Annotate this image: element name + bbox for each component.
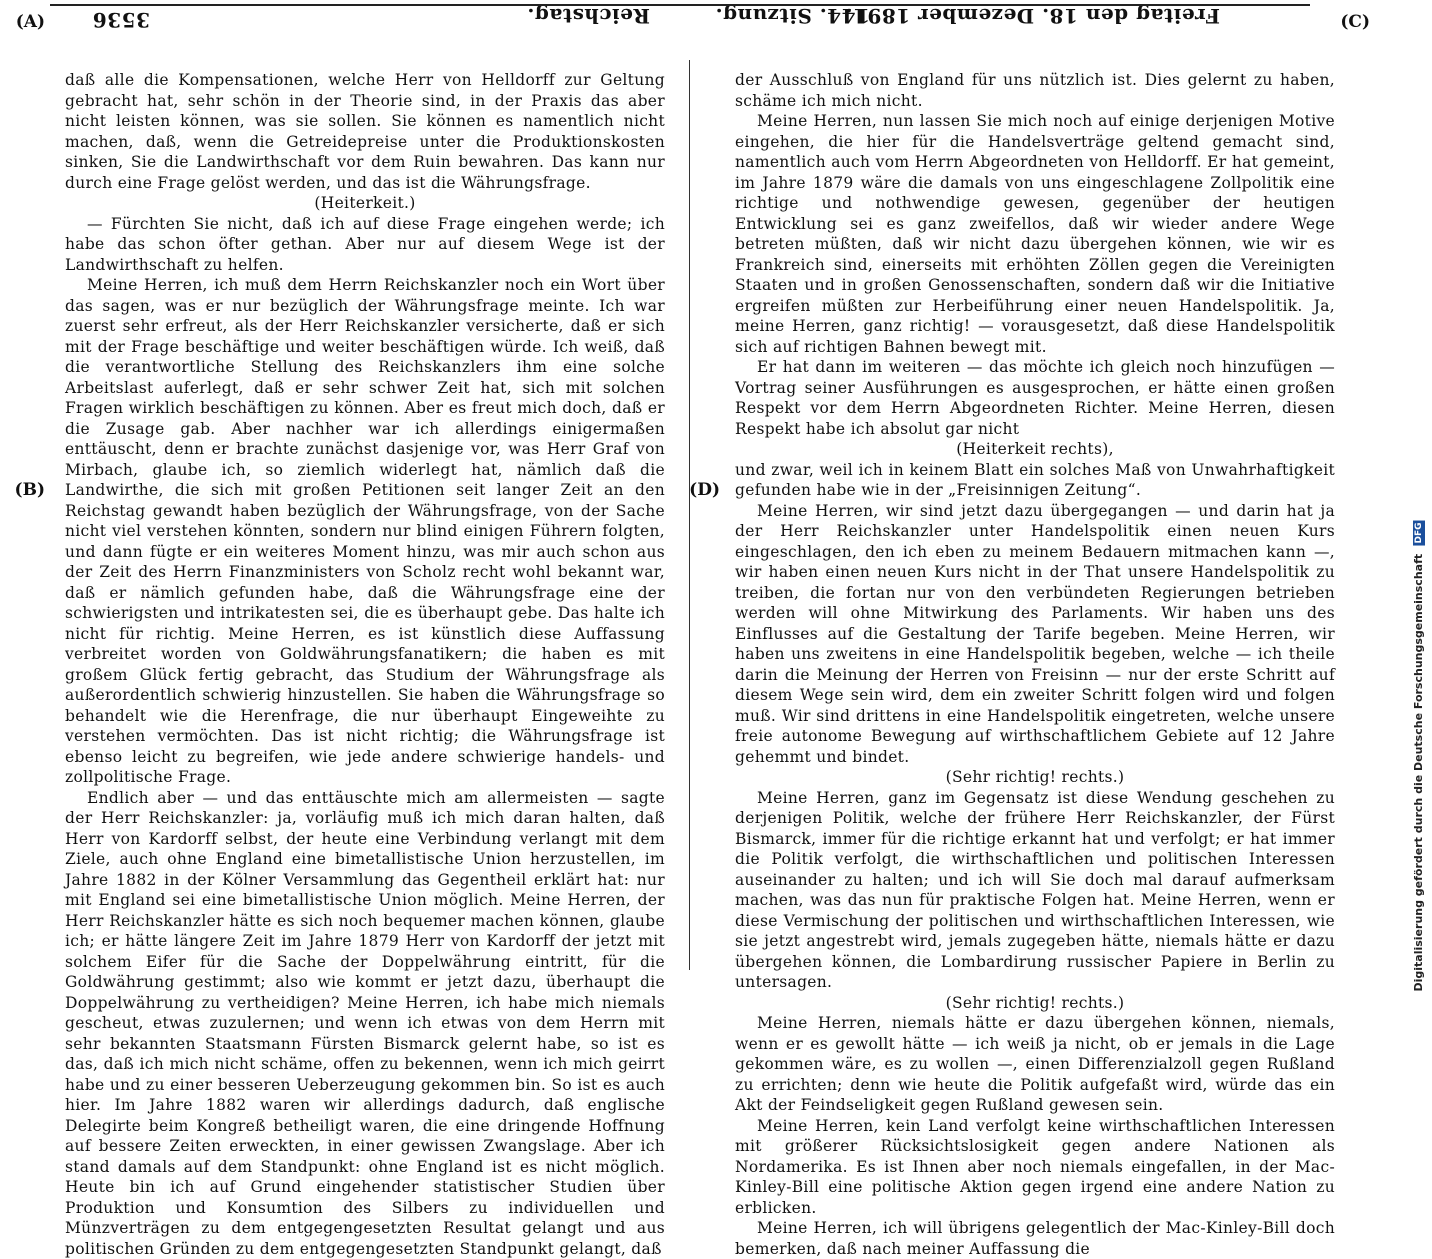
paragraph: Meine Herren, kein Land verfolgt keine wirthschaftlichen Interessen mit größerer Rücksichtslosigkeit gegen andere Nationen als Nordamerika. Es ist Ihnen aber noch niemals eingefallen, in der Mac-Kinley-Bill eine politische Aktion gegen irgend eine andere Nation zu erblicken. — [735, 1116, 1335, 1219]
column-divider — [689, 60, 690, 970]
right-column — [735, 70, 1335, 970]
paragraph: der Ausschluß von England für uns nützlich ist. Dies gelernt zu haben, schäme ich mich nicht. — [735, 70, 1335, 111]
paragraph: Meine Herren, niemals hätte er dazu übergehen können, niemals, wenn er es gewollt hätte — ich weiß ja nicht, ob er jemals in die Lage gekommen wäre, es zu wollen —, einen Differenzialzoll gegen Rußland zu errichten; denn wie heute die Politik aufgefaßt wird, würde das ein Akt der Feindseligkeit gegen Rußland gewesen sein. — [735, 1013, 1335, 1116]
interjection: (Sehr richtig! rechts.) — [735, 993, 1335, 1014]
page-number: 3536 — [92, 8, 150, 32]
paragraph: — Fürchten Sie nicht, daß ich auf diese Frage eingehen werde; ich habe das schon öfter gethan. Aber nur auf diesem Wege ist der Landwirthschaft zu helfen. — [65, 214, 665, 276]
dfg-logo: DFG — [1413, 521, 1425, 546]
margin-marker-c: (C) — [1340, 12, 1370, 32]
page-header — [50, 4, 1310, 28]
paragraph: und zwar, weil ich in keinem Blatt ein solches Maß von Unwahrhaftigkeit gefunden habe wie in der „Freisinnigen Zeitung“. — [735, 460, 1335, 501]
paragraph: daß alle die Kompensationen, welche Herr von Helldorff zur Geltung gebracht hat, sehr schön in der Theorie sind, in der Praxis das aber nicht leisten können, was sie sollen. Sie können es namentlich nicht machen, daß, wenn die Getreidepreise unter die Produktionskosten sinken, Sie die Landwirthschaft vor dem Ruin bewahren. Das kann nur durch eine Frage gelöst werden, und das ist die Währungsfrage. — [65, 70, 665, 193]
interjection: (Heiterkeit rechts), — [735, 439, 1335, 460]
header-rule — [50, 4, 1310, 6]
paragraph: Er hat dann im weiteren — das möchte ich gleich noch hinzufügen — Vortrag seiner Ausführungen es ausgesprochen, er hätte einen großen Respekt vor dem Herrn Abgeordneten Richter. Meine Herren, diesen Respekt habe ich absolut gar nicht — [735, 357, 1335, 439]
left-column — [65, 70, 665, 970]
paragraph: Meine Herren, wir sind jetzt dazu übergegangen — und darin hat ja der Herr Reichskanzler unter Handelspolitik einen neuen Kurs eingeschlagen, den ich eben zu meinem Bedauern mitmachen kann —, wir haben einen neuen Kurs nicht in der That unsere Handelspolitik zu treiben, die fortan nur von den verbündeten Regierungen betrieben werden will ohne Mitwirkung des Parlaments. Wir haben uns des Einflusses auf die Gestaltung der Tarife begeben. Meine Herren, wir haben uns zweitens in eine Handelspolitik begeben, welche — ich theile darin die Meinung der Herren von Freisinn — nur der erste Schritt auf diesem Wege sein wird, dem ein zweiter Schritt folgen wird und folgen muß. Wir sind drittens in eine Handelspolitik eingetreten, welche unsere freie autonome Bewegung auf wirthschaftlichem Gebiete auf 12 Jahre gehemmt und bindet. — [735, 501, 1335, 768]
margin-marker-d: (D) — [689, 480, 720, 500]
paragraph: Endlich aber — und das enttäuschte mich am allermeisten — sagte der Herr Reichskanzler: ja, vorläufig muß ich mich daran halten, daß Herr von Kardorff selbst, der heute eine Verbindung verlangt mit dem Ziele, auch ohne England eine bimetallistische Union herzustellen, im Jahre 1882 in der Kölner Versammlung das Gegentheil erklärt hat: nur mit England sei eine bimetallistische Union möglich. Meine Herren, der Herr Reichskanzler hätte es sich noch bequemer machen können, glaube ich; er hätte längere Zeit im Jahre 1879 Herr von Kardorff der jetzt mit solchem Eifer für die Sache der Doppelwährung eintritt, für die Goldwährung gestimmt; also wie kommt er jetzt dazu, überhaupt die Doppelwährung zu vertheidigen? Meine Herren, ich habe mich niemals gescheut, etwas zuzulernen; und wenn ich etwas von dem Herrn mit sehr bekannten Staatsmann Fürsten Bismarck gelernt habe, so ist es das, daß ich mich nicht schäme, offen zu bekennen, wenn ich mich geirrt habe und zu einer besseren Ueberzeugung gekommen bin. So ist es auch hier. Im Jahre 1882 waren wir allerdings dadurch, daß englische Delegirte beim Kongreß betheiligt waren, die eine dringende Hoffnung auf bessere Zeiten erweckten, in einer gewissen Zwangslage. Aber ich stand damals auf dem Standpunkt: ohne England ist es nicht möglich. Heute bin ich auf Grund eingehender statistischer Studien über Produktion und Konsumtion des Silbers zu individuellen und Münzverträgen zu dem entgegengesetzten Resultat gelangt und aus politischen Gründen zu dem entgegengesetzten Standpunkt gelangt, daß — [65, 788, 665, 1259]
digitization-credit — [1400, 0, 1432, 1000]
credit-text — [1412, 521, 1425, 992]
paragraph: Meine Herren, ganz im Gegensatz ist diese Wendung geschehen zu derjenigen Politik, welche der frühere Herr Reichskanzler, der Fürst Bismarck, immer für die richtige erkannt hat und verfolgt; er hat immer die Politik verfolgt, die wirthschaftlichen und politischen Interessen auseinander zu halten; und ich will Sie doch mal darauf aufmerksam machen, was das nun für praktische Folgen hat. Meine Herren, wenn er diese Vermischung der politischen und wirthschaftlichen Interessen, wie sie jetzt angestrebt wird, jemals zugegeben hätte, niemals hätte er dazu übergehen können, die Lombardirung russischer Papiere in Berlin zu untersagen. — [735, 788, 1335, 993]
credit-label: Digitalisierung gefördert durch die Deutsche Forschungsgemeinschaft — [1412, 554, 1425, 992]
header-session: 144. Sitzung. — [715, 4, 870, 28]
margin-marker-a: (A) — [16, 12, 45, 32]
paragraph: Meine Herren, ich muß dem Herrn Reichskanzler noch ein Wort über das sagen, was er nur bezüglich der Währungsfrage meinte. Ich war zuerst sehr erfreut, als der Herr Reichskanzler versicherte, daß er sich mit der Frage beschäftige und weiter beschäftigen würde. Ich weiß, daß die verantwortliche Stellung des Reichskanzlers ihm eine solche Arbeitslast auferlegt, daß er sehr schwer Zeit hat, sich mit solchen Fragen wirklich beschäftigen zu können. Aber es freut mich doch, daß er die Zusage gab. Aber nachher war ich allerdings einigermaßen enttäuscht, denn er brachte zunächst dasjenige vor, was Herr Graf von Mirbach, glaube ich, so ziemlich widerlegt hat, nämlich daß die Landwirthe, die sich mit großen Petitionen seit langer Zeit an den Reichstag gewandt haben bezüglich der Währungsfrage, von der Sache nicht viel verstehen könnten, sondern nur blind einigen Führern folgten, und dann fügte er ein weiteres Moment hinzu, was mir auch schon aus der Zeit des Herrn Finanzministers von Scholz recht wohl bekannt war, daß er nämlich gefunden habe, daß die Währungsfrage eine der schwierigsten und intrikatesten sei, die es überhaupt gebe. Das halte ich nicht für richtig. Meine Herren, es ist künstlich diese Auffassung verbreitet worden von Goldwährungsfanatikern; die haben es mit großem Glück fertig gebracht, das Studium der Währungsfrage als außerordentlich schwierig hinzustellen. Sie haben die Währungsfrage so behandelt wie die Herenfrage, die nur überhaupt Eingeweihte zu verstehen vermöchten. Das ist nicht richtig; die Währungsfrage ist ebenso leicht zu begreifen, wie jede andere schwierige handels- und zollpolitische Frage. — [65, 275, 665, 788]
header-date: Freitag den 18. Dezember 1891. — [845, 4, 1220, 28]
paragraph: Meine Herren, nun lassen Sie mich noch auf einige derjenigen Motive eingehen, die hier für die Handelsverträge geltend gemacht sind, namentlich auch vom Herrn Abgeordneten von Helldorff. Er hat gemeint, im Jahre 1879 wäre die damals von uns eingeschlagene Zollpolitik eine richtige und nothwendige gewesen, gegenüber der heutigen Entwicklung sei es ganz zweifellos, daß wir wieder andere Wege betreten müßten, daß wir nicht dazu übergehen können, wie wir es Frankreich sind, einerseits mit erhöhten Zöllen gegen die Vereinigten Staaten und in großen Genossenschaften, sondern daß wir die Initiative ergreifen müßten zur Herbeiführung einer neuen Handelspolitik. Ja, meine Herren, ganz richtig! — vorausgesetzt, daß diese Handelspolitik sich auf richtigen Bahnen bewegt mit. — [735, 111, 1335, 357]
interjection: (Sehr richtig! rechts.) — [735, 767, 1335, 788]
margin-marker-b: (B) — [15, 480, 45, 500]
interjection: (Heiterkeit.) — [65, 193, 665, 214]
paragraph: Meine Herren, ich will übrigens gelegentlich der Mac-Kinley-Bill doch bemerken, daß nach meiner Auffassung die — [735, 1218, 1335, 1259]
header-title: Reichstag. — [527, 4, 650, 28]
